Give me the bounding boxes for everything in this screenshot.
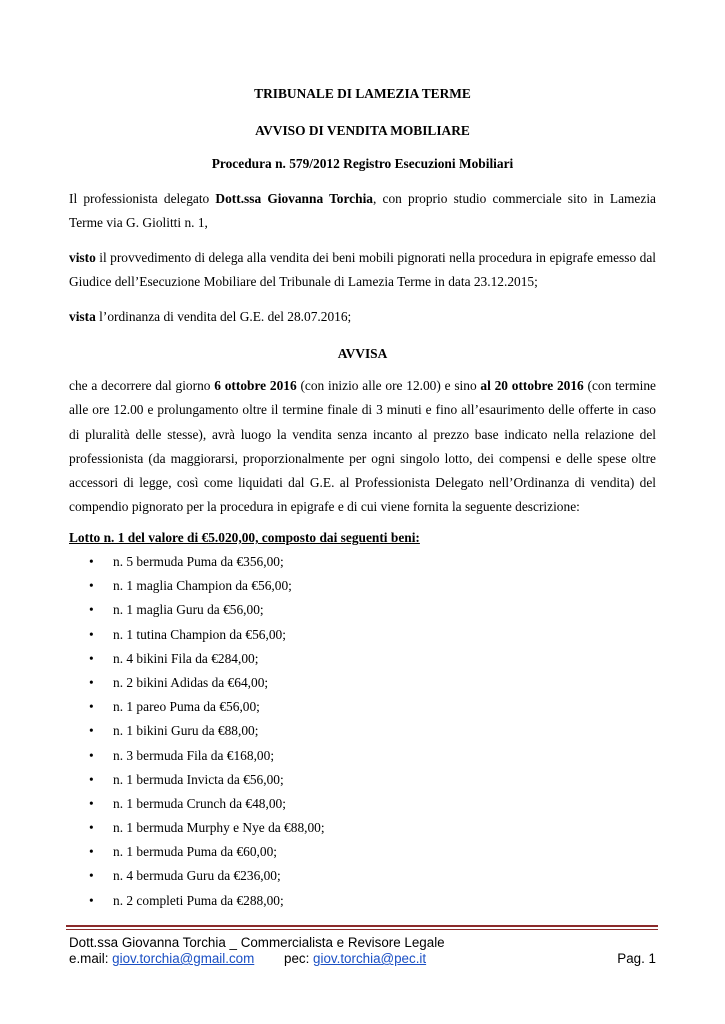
vista-paragraph bbox=[69, 305, 656, 329]
avvisa-text-3: (con termine alle ore 12.00 e prolungamento oltre il termine finale di 3 minuti e fino all’esaurimento delle offerte in caso di pluralità delle stesse), avrà luogo la vendita senza incanto al prezzo base indicato nella relazione del professionista (da maggiorarsi, proporzionalmente per ogni singolo lotto, dei compensi e delle spese oltre accessori di legge, così come liquidati dal G.E. al Professionista Delegato nell’Ordinanza di vendita) del compendio pignorato per la procedura in epigrafe e di cui viene fornita la seguente descrizione: bbox=[69, 378, 656, 515]
email-label: e.mail: bbox=[69, 951, 113, 966]
avvisa-text-2: (con inizio alle ore 12.00) e sino bbox=[296, 378, 481, 393]
vista-text: l’ordinanza di vendita del G.E. del 28.07.2016; bbox=[95, 309, 352, 324]
pec-label: pec: bbox=[284, 951, 314, 966]
lotto-item-text: n. 1 pareo Puma da €56,00; bbox=[113, 699, 260, 715]
bullet-icon: • bbox=[89, 844, 94, 860]
lotto-item-text: n. 1 maglia Champion da €56,00; bbox=[113, 578, 292, 594]
lotto-item-text: n. 3 bermuda Fila da €168,00; bbox=[113, 747, 275, 763]
bullet-icon: • bbox=[89, 650, 94, 666]
lotto-item-text: n. 1 tutina Champion da €56,00; bbox=[113, 626, 286, 642]
bullet-icon: • bbox=[89, 674, 94, 690]
lotto-item-text: n. 2 completi Puma da €288,00; bbox=[113, 892, 284, 908]
lotto-item-text: n. 1 bermuda Crunch da €48,00; bbox=[113, 795, 286, 811]
lotto-item-text: n. 4 bermuda Guru da €236,00; bbox=[113, 868, 281, 884]
footer-rule bbox=[66, 925, 658, 927]
lotto-item-text: n. 1 bikini Guru da €88,00; bbox=[113, 723, 259, 739]
end-date: al 20 ottobre 2016 bbox=[480, 378, 584, 393]
bullet-icon: • bbox=[89, 626, 94, 642]
lotto-item-text: n. 1 bermuda Puma da €60,00; bbox=[113, 844, 278, 860]
bullet-icon: • bbox=[89, 820, 94, 836]
bullet-icon: • bbox=[89, 795, 94, 811]
lotto-item bbox=[69, 579, 325, 603]
bullet-icon: • bbox=[89, 699, 94, 715]
email-link[interactable]: giov.torchia@gmail.com bbox=[112, 951, 255, 966]
court-title: TRIBUNALE DI LAMEZIA TERME bbox=[254, 86, 471, 101]
lotto-item bbox=[69, 603, 325, 627]
lotto-item-text: n. 1 bermuda Invicta da €56,00; bbox=[113, 771, 284, 787]
bullet-icon: • bbox=[89, 578, 94, 594]
visto-paragraph bbox=[69, 246, 656, 295]
bullet-icon: • bbox=[89, 602, 94, 618]
lotto-item bbox=[69, 845, 325, 869]
footer-line-1: Dott.ssa Giovanna Torchia _ Commercialista e Revisore Legale bbox=[69, 935, 445, 950]
bullet-icon: • bbox=[89, 892, 94, 908]
avvisa-heading: AVVISA bbox=[337, 346, 388, 361]
page-number: Pag. 1 bbox=[617, 951, 656, 966]
lotto-item bbox=[69, 869, 325, 893]
lotto-item bbox=[69, 555, 325, 579]
bullet-icon: • bbox=[89, 723, 94, 739]
lotto-item-text: n. 1 bermuda Murphy e Nye da €88,00; bbox=[113, 820, 325, 836]
lotto-item bbox=[69, 724, 325, 748]
visto-text: il provvedimento di delega alla vendita dei beni mobili pignorati nella procedura in epigrafe emesso dal Giudice dell’Esecuzione Mobiliare del Tribunale di Lamezia Terme in data 23.12.2015; bbox=[69, 250, 656, 290]
bullet-icon: • bbox=[89, 747, 94, 763]
avvisa-text-1: che a decorrere dal giorno bbox=[69, 378, 215, 393]
lotto-item-text: n. 4 bikini Fila da €284,00; bbox=[113, 650, 259, 666]
lotto-item-text: n. 1 maglia Guru da €56,00; bbox=[113, 602, 264, 618]
pec-block bbox=[284, 951, 426, 966]
intro-text-2: , con proprio studio commerciale sito in Lamezia Terme via G. Giolitti n. 1, bbox=[69, 191, 656, 231]
footer-line-2 bbox=[69, 951, 656, 966]
start-date: 6 ottobre 2016 bbox=[214, 378, 297, 393]
vista-label: vista bbox=[69, 309, 96, 324]
intro-paragraph bbox=[69, 187, 656, 236]
procedure-number: Procedura n. 579/2012 Registro Esecuzioni Mobiliari bbox=[211, 156, 514, 171]
lotto-item bbox=[69, 652, 325, 676]
lotto-item bbox=[69, 676, 325, 700]
lotto-item bbox=[69, 749, 325, 773]
lotto-heading: Lotto n. 1 del valore di €5.020,00, composto dai seguenti beni: bbox=[69, 530, 420, 545]
lotto-item bbox=[69, 773, 325, 797]
lotto-item bbox=[69, 821, 325, 845]
footer-rule-thin bbox=[66, 929, 658, 930]
notice-title: AVVISO DI VENDITA MOBILIARE bbox=[255, 123, 470, 138]
bullet-icon: • bbox=[89, 868, 94, 884]
avvisa-paragraph bbox=[69, 374, 656, 520]
delegate-name: Dott.ssa Giovanna Torchia bbox=[215, 191, 373, 206]
lotto-items-list bbox=[69, 555, 325, 918]
lotto-item-text: n. 2 bikini Adidas da €64,00; bbox=[113, 674, 269, 690]
lotto-item-text: n. 5 bermuda Puma da €356,00; bbox=[113, 554, 284, 569]
pec-link[interactable]: giov.torchia@pec.it bbox=[313, 951, 427, 966]
bullet-icon: • bbox=[89, 771, 94, 787]
lotto-item bbox=[69, 797, 325, 821]
visto-label: visto bbox=[69, 250, 96, 265]
intro-text: Il professionista delegato bbox=[69, 191, 216, 206]
lotto-item bbox=[69, 628, 325, 652]
bullet-icon: • bbox=[89, 554, 94, 569]
lotto-item bbox=[69, 894, 325, 918]
lotto-item bbox=[69, 700, 325, 724]
